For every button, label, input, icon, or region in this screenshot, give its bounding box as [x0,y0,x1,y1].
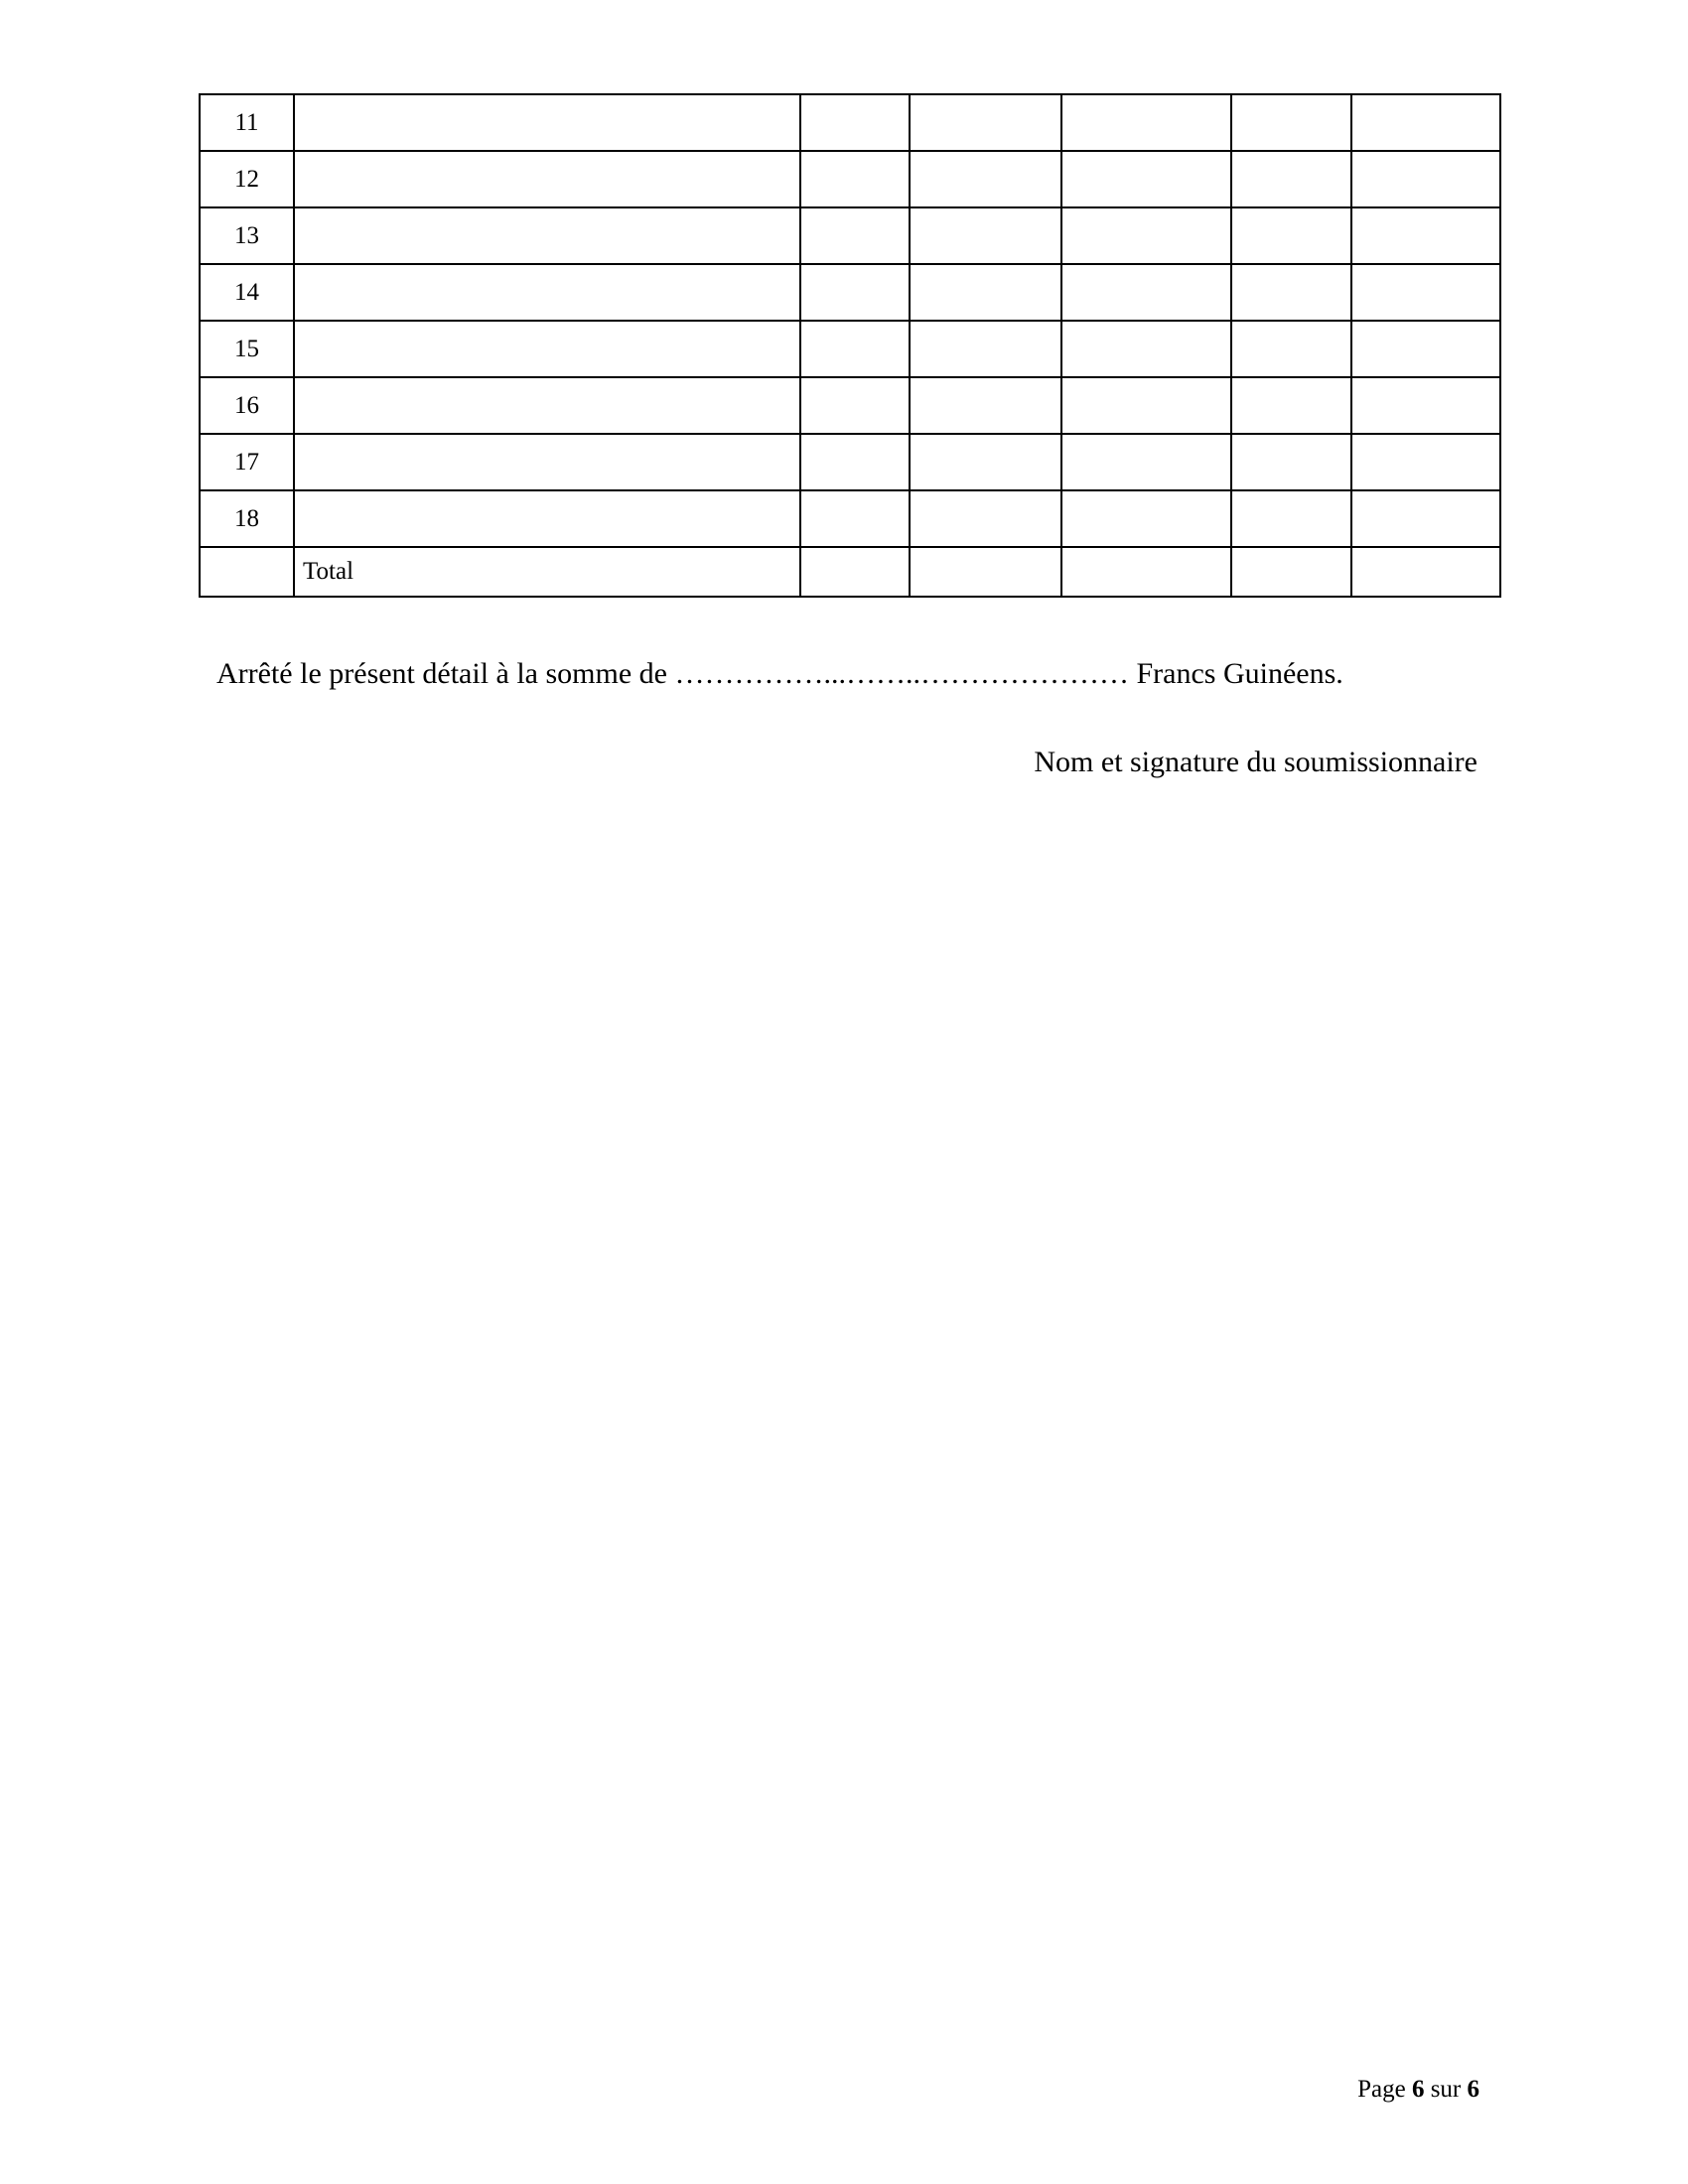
row-description [294,321,800,377]
table-cell [1351,264,1500,321]
table-cell [1061,264,1231,321]
table-cell [1351,434,1500,490]
row-description [294,434,800,490]
table-cell [1231,490,1351,547]
table-cell [1231,434,1351,490]
table-row [200,434,1500,490]
table-cell [1351,490,1500,547]
row-number: 18 [200,490,294,547]
table-cell [1061,434,1231,490]
table-cell [1351,94,1500,151]
table-cell [800,151,910,207]
table-cell [910,547,1061,597]
of-word: sur [1430,2076,1462,2103]
table-cell [800,264,910,321]
table-cell [1351,377,1500,434]
table-row [200,377,1500,434]
table-cell [910,264,1061,321]
table-cell [910,490,1061,547]
table-cell [1231,377,1351,434]
row-number: 17 [200,434,294,490]
table-cell [1061,207,1231,264]
table-cell [1351,151,1500,207]
table-cell [910,207,1061,264]
current-page-number: 6 [1411,2076,1425,2103]
table-cell [910,151,1061,207]
table-cell [1231,321,1351,377]
table-cell [1061,547,1231,597]
sum-statement: Arrêté le présent détail à la somme de ……………...……..………………… Francs Guinéens. [216,657,1343,690]
row-description [294,490,800,547]
table-cell [1231,151,1351,207]
table-cell [1061,377,1231,434]
row-number: 11 [200,94,294,151]
table-row [200,264,1500,321]
table-cell [800,94,910,151]
table-cell [1231,547,1351,597]
table-cell [800,490,910,547]
table-cell [910,434,1061,490]
table-cell [1061,94,1231,151]
table-cell [800,207,910,264]
table-cell [800,377,910,434]
table-cell [800,434,910,490]
table-cell [200,547,294,597]
total-label: Total [294,547,800,597]
row-description [294,377,800,434]
table-cell [800,321,910,377]
table-row [200,321,1500,377]
table-cell [1231,264,1351,321]
table-cell [1351,321,1500,377]
table-row [200,151,1500,207]
total-pages-number: 6 [1467,2076,1479,2103]
signature-label: Nom et signature du soumissionnaire [1034,746,1477,778]
table-cell [910,94,1061,151]
table-cell [1231,207,1351,264]
total-row [200,547,1500,597]
row-number: 15 [200,321,294,377]
row-description [294,207,800,264]
table-cell [910,377,1061,434]
table-cell [1231,94,1351,151]
table-row [200,94,1500,151]
table-cell [1061,490,1231,547]
table-cell [1061,151,1231,207]
row-description [294,264,800,321]
detail-table [199,93,1501,598]
table-row [200,490,1500,547]
page-number-footer [1357,2076,1479,2104]
row-number: 12 [200,151,294,207]
table-cell [800,547,910,597]
row-number: 13 [200,207,294,264]
row-description [294,94,800,151]
row-number: 16 [200,377,294,434]
table-cell [1351,547,1500,597]
row-number: 14 [200,264,294,321]
table-cell [910,321,1061,377]
table-cell [1061,321,1231,377]
page-word: Page [1357,2076,1406,2103]
row-description [294,151,800,207]
table-cell [1351,207,1500,264]
table-row [200,207,1500,264]
